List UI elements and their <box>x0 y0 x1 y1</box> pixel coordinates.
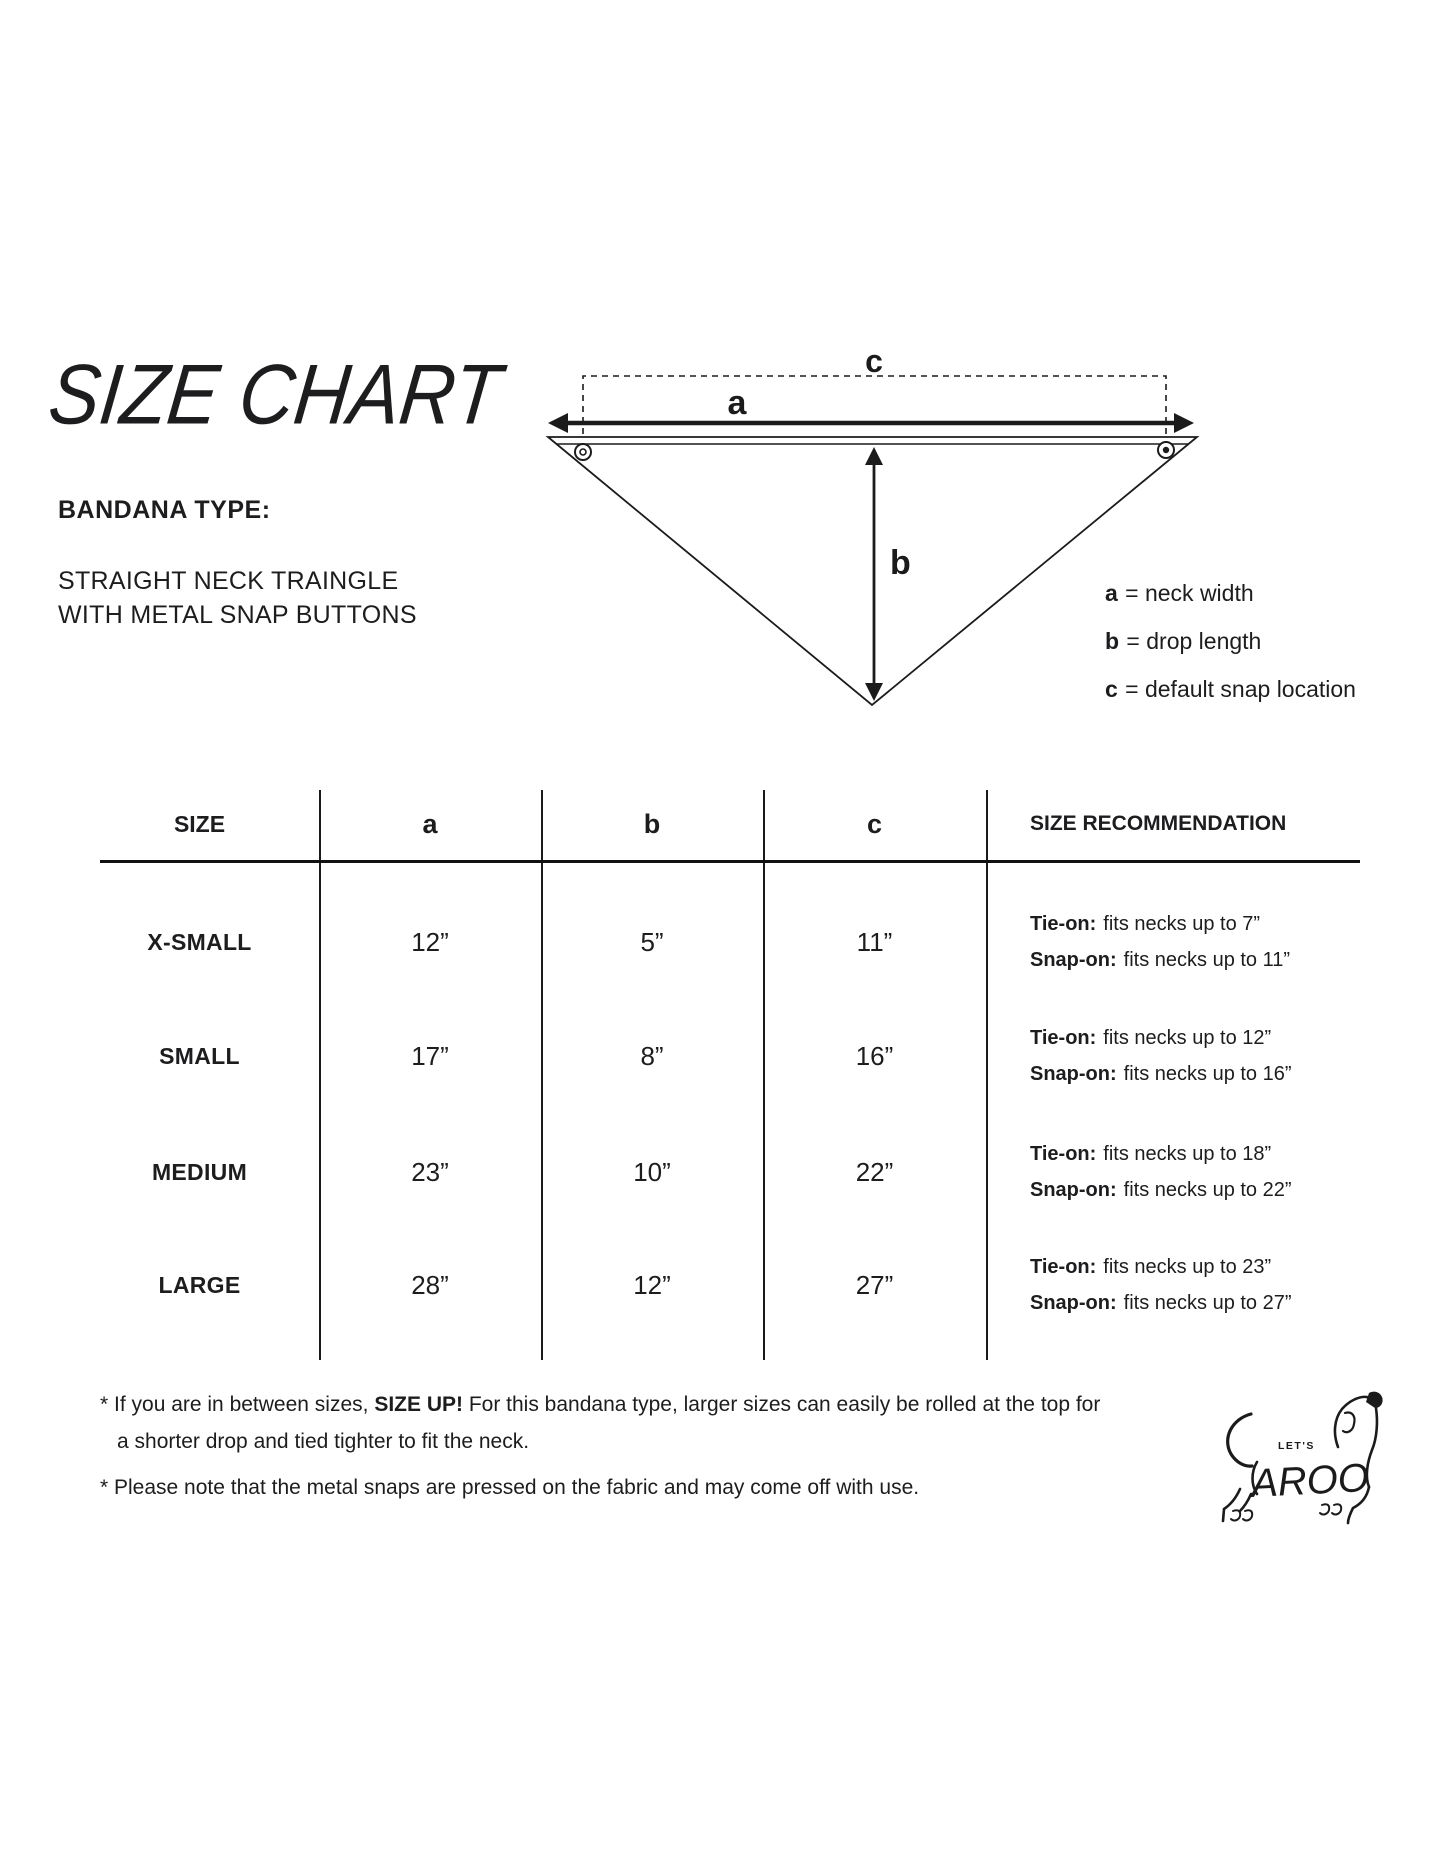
footnote1-line2: a shorter drop and tied tighter to fit the neck. <box>117 1430 530 1453</box>
legend-desc-b: = drop length <box>1126 628 1262 654</box>
column-header-recommendation: SIZE RECOMMENDATION <box>1030 812 1287 835</box>
row-value-b: 10” <box>633 1157 671 1187</box>
row-size-label: LARGE <box>158 1272 241 1298</box>
row-value-b: 12” <box>633 1270 671 1300</box>
footnote-sizing <box>100 1386 1100 1460</box>
logo-lets-text: LET'S <box>1278 1440 1315 1452</box>
row-size-label: MEDIUM <box>151 1159 248 1185</box>
table-row-large <box>80 1229 1360 1341</box>
dim-label-b: b <box>890 544 911 582</box>
column-header-size: SIZE <box>173 811 226 837</box>
snap-on-text: fits necks up to 11” <box>1123 949 1291 971</box>
table-row-xsmall <box>80 886 1360 998</box>
column-header-c: c <box>866 809 883 839</box>
row-value-a: 17” <box>411 1041 449 1071</box>
footnote1-size-up: SIZE UP! <box>374 1393 463 1416</box>
row-value-a: 12” <box>411 927 449 957</box>
dim-label-c: c <box>865 343 883 379</box>
column-header-a: a <box>422 809 438 839</box>
table-row-medium <box>80 1116 1360 1228</box>
snap-button-right-icon <box>1158 442 1174 458</box>
row-recommendation <box>1030 1000 1360 1112</box>
legend-desc-c: = default snap location <box>1125 676 1356 702</box>
row-value-a: 23” <box>411 1157 449 1187</box>
bandana-triangle <box>548 437 1197 705</box>
legend-key-c: c <box>1105 676 1118 702</box>
row-value-c: 22” <box>855 1157 894 1187</box>
row-recommendation <box>1030 1229 1360 1341</box>
snap-on-label: Snap-on: <box>1030 949 1117 971</box>
size-table <box>80 790 1360 1360</box>
footnote1-prefix: * If you are in between sizes, <box>100 1393 375 1416</box>
dim-label-a: a <box>727 384 747 422</box>
row-value-c: 27” <box>855 1270 894 1300</box>
tie-on-text: fits necks up to 7” <box>1103 913 1261 935</box>
header-underline <box>100 860 1360 863</box>
footnote1-suffix: For this bandana type, larger sizes can easily be rolled at the top for <box>463 1393 1101 1416</box>
snap-on-label: Snap-on: <box>1030 1063 1117 1085</box>
row-value-c: 16” <box>855 1041 894 1071</box>
row-value-c: 11” <box>856 927 893 957</box>
bandana-type-line2: WITH METAL SNAP BUTTONS <box>58 601 417 629</box>
row-size-label: SMALL <box>159 1043 240 1069</box>
row-value-a: 28” <box>411 1270 449 1300</box>
row-value-b: 5” <box>640 927 664 957</box>
snap-on-text: fits necks up to 22” <box>1123 1179 1292 1201</box>
snap-on-text: fits necks up to 27” <box>1123 1292 1292 1314</box>
legend-key-a: a <box>1105 580 1118 606</box>
snap-button-left-icon <box>575 444 591 460</box>
dog-nose-icon <box>1366 1392 1383 1408</box>
legend-desc-a: = neck width <box>1125 580 1254 606</box>
snap-on-label: Snap-on: <box>1030 1179 1117 1201</box>
snap-location-bracket-c <box>583 376 1166 445</box>
page-title: SIZE CHART <box>44 347 506 443</box>
row-size-label: X-SMALL <box>147 929 252 955</box>
measure-arrow-a <box>548 413 1194 433</box>
table-row-small <box>80 1000 1360 1112</box>
bandana-type-heading: BANDANA TYPE: <box>58 496 271 524</box>
tie-on-label: Tie-on: <box>1030 1256 1097 1278</box>
row-recommendation <box>1030 1116 1360 1228</box>
tie-on-text: fits necks up to 18” <box>1103 1143 1272 1165</box>
row-value-b: 8” <box>640 1041 664 1071</box>
logo-aroo-text: AROO <box>1250 1455 1370 1507</box>
tie-on-label: Tie-on: <box>1030 1027 1097 1049</box>
tie-on-label: Tie-on: <box>1030 1143 1097 1165</box>
legend-key-b: b <box>1105 628 1120 654</box>
bandana-type-line1: STRAIGHT NECK TRAINGLE <box>58 567 399 595</box>
tie-on-text: fits necks up to 12” <box>1103 1027 1272 1049</box>
lets-aroo-logo <box>1210 1388 1400 1538</box>
legend-item-a <box>1105 580 1356 607</box>
diagram-legend <box>1105 580 1356 724</box>
legend-item-c <box>1105 676 1356 703</box>
footnote-snaps: * Please note that the metal snaps are pressed on the fabric and may come off with use. <box>100 1476 920 1499</box>
tie-on-text: fits necks up to 23” <box>1103 1256 1272 1278</box>
legend-item-b <box>1105 628 1356 655</box>
snap-on-text: fits necks up to 16” <box>1123 1063 1292 1085</box>
tie-on-label: Tie-on: <box>1030 913 1097 935</box>
bandana-type-description <box>58 564 417 632</box>
column-header-b: b <box>643 809 661 839</box>
row-recommendation <box>1030 886 1360 998</box>
snap-on-label: Snap-on: <box>1030 1292 1117 1314</box>
bandana-diagram <box>440 340 1220 720</box>
